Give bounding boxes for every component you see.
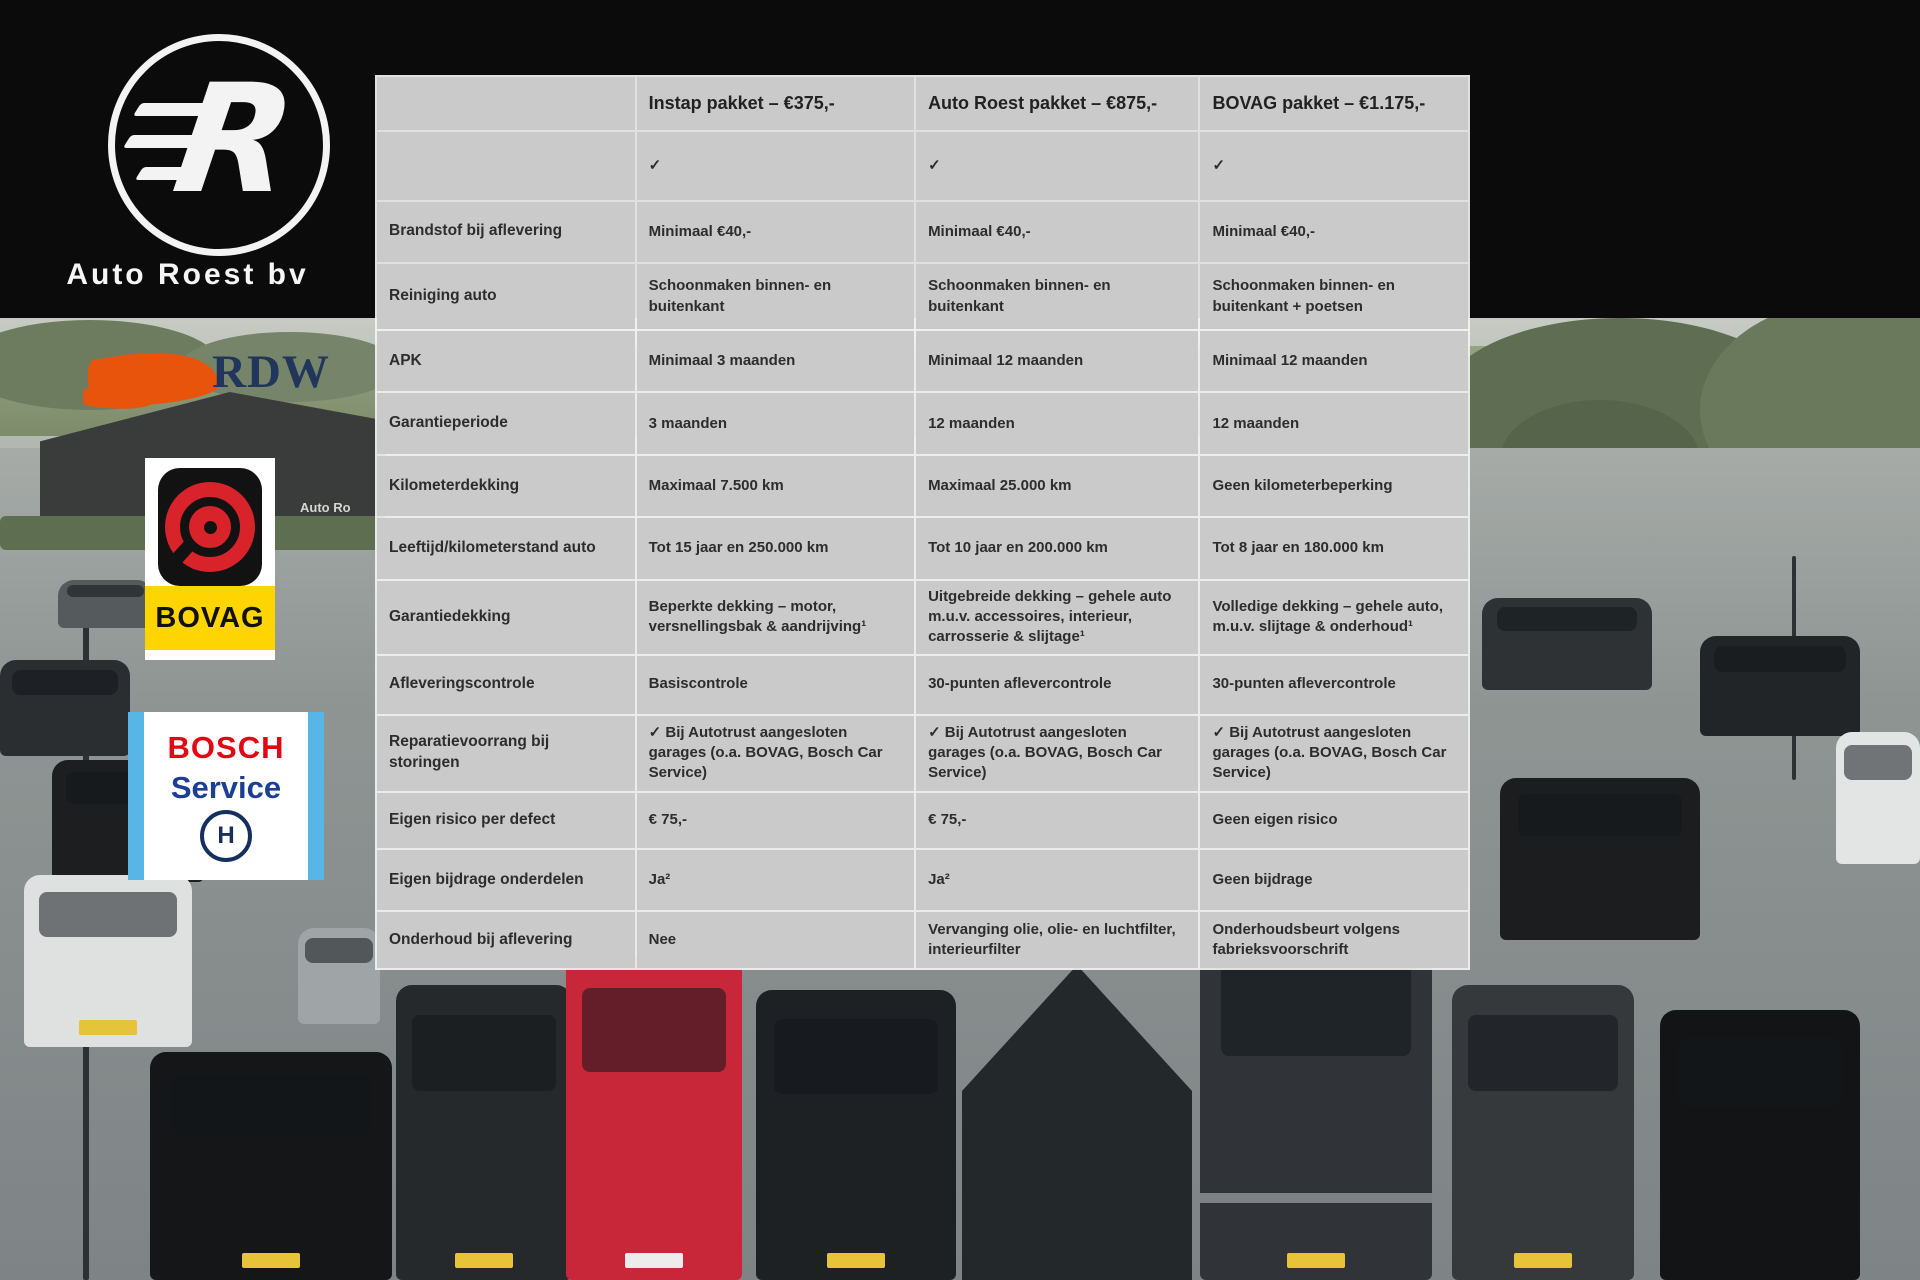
- column-header-bovag-pakket: BOVAG pakket – €1.175,-: [1200, 77, 1468, 130]
- table-cell: Tot 8 jaar en 180.000 km: [1200, 518, 1468, 579]
- column-header-instap-pakket: Instap pakket – €375,-: [637, 77, 914, 130]
- table-cell: 12 maanden: [1200, 393, 1468, 454]
- rdw-logo: [88, 335, 333, 427]
- car: [1500, 778, 1700, 940]
- row-label-afleveringscontrole: Afleveringscontrole: [377, 656, 635, 714]
- table-cell: Minimaal €40,-: [916, 202, 1198, 262]
- table-cell: Schoonmaken binnen- en buitenkant: [637, 264, 914, 330]
- car: [1452, 985, 1634, 1280]
- table-cell: Geen eigen risico: [1200, 793, 1468, 848]
- table-cell: ✓ Bij Autotrust aangesloten garages (o.a. BOVAG, Bosch Car Service): [1200, 716, 1468, 791]
- table-cell: Maximaal 7.500 km: [637, 456, 914, 516]
- table-cell: Nee: [637, 912, 914, 968]
- table-cell: Ja²: [637, 850, 914, 910]
- rdw-text: RDW: [212, 346, 330, 398]
- table-cell: Tot 10 jaar en 200.000 km: [916, 518, 1198, 579]
- car: [1700, 636, 1860, 736]
- table-cell: ✓ Bij Autotrust aangesloten garages (o.a. BOVAG, Bosch Car Service): [916, 716, 1198, 791]
- bosch-armature-icon: H: [200, 810, 252, 862]
- row-label-brandstof: Brandstof bij aflevering: [377, 202, 635, 262]
- row-label-apk: APK: [377, 331, 635, 391]
- table-cell: Onderhoudsbeurt volgens fabrieksvoorschrift: [1200, 912, 1468, 968]
- table-cell: Minimaal 3 maanden: [637, 331, 914, 391]
- table-cell: Ja²: [916, 850, 1198, 910]
- car: [0, 660, 130, 756]
- car: [1660, 1010, 1860, 1280]
- table-cell: Basiscontrole: [637, 656, 914, 714]
- table-cell: ✓: [637, 132, 914, 200]
- table-cell: Minimaal €40,-: [637, 202, 914, 262]
- table-corner-cell: [377, 77, 635, 130]
- car: [396, 985, 572, 1280]
- bovag-circle-icon: [165, 482, 255, 572]
- table-cell: Uitgebreide dekking – gehele auto m.u.v. accessoires, interieur, carrosserie & slijtage¹: [916, 581, 1198, 653]
- auto-roest-logo-icon: [108, 34, 330, 256]
- row-label: [377, 132, 635, 200]
- car: [1836, 732, 1920, 864]
- bovag-text: BOVAG: [145, 586, 275, 650]
- table-cell: ✓ Bij Autotrust aangesloten garages (o.a. BOVAG, Bosch Car Service): [637, 716, 914, 791]
- brand-name: Auto Roest bv: [66, 258, 309, 291]
- car: [566, 955, 742, 1280]
- bosch-service-text: Service: [170, 770, 282, 805]
- table-cell: Minimaal 12 maanden: [916, 331, 1198, 391]
- table-cell: Maximaal 25.000 km: [916, 456, 1198, 516]
- car: [24, 875, 192, 1047]
- table-cell: Tot 15 jaar en 250.000 km: [637, 518, 914, 579]
- row-label-garantiedekking: Garantiedekking: [377, 581, 635, 653]
- row-label-leeftijd: Leeftijd/kilometerstand auto: [377, 518, 635, 579]
- car: [756, 990, 956, 1280]
- car: [150, 1052, 392, 1280]
- car: [1482, 598, 1652, 690]
- building-sign: Auto Ro: [300, 500, 351, 515]
- table-cell: Vervanging olie, olie- en luchtfilter, interieurfilter: [916, 912, 1198, 968]
- car: [298, 928, 380, 1024]
- row-label-eigen-risico: Eigen risico per defect: [377, 793, 635, 848]
- package-comparison-table: [375, 75, 1470, 970]
- bosch-service-logo: [128, 712, 324, 880]
- brand-logo-block: [0, 0, 375, 318]
- rdw-swoosh-icon: [85, 341, 220, 414]
- bovag-logo: [145, 458, 275, 660]
- car: [58, 580, 153, 628]
- row-label-garantieperiode: Garantieperiode: [377, 393, 635, 454]
- table-cell: ✓: [916, 132, 1198, 200]
- table-cell: 30-punten aflevercontrole: [1200, 656, 1468, 714]
- table-cell: Geen bijdrage: [1200, 850, 1468, 910]
- logo-letter: R: [165, 53, 306, 227]
- row-label-onderhoud: Onderhoud bij aflevering: [377, 912, 635, 968]
- table-cell: 3 maanden: [637, 393, 914, 454]
- bovag-mark-icon: [158, 468, 262, 586]
- column-header-auto-roest-pakket: Auto Roest pakket – €875,-: [916, 77, 1198, 130]
- table-cell: Geen kilometerbeperking: [1200, 456, 1468, 516]
- table-cell: Schoonmaken binnen- en buitenkant + poetsen: [1200, 264, 1468, 330]
- table-cell: Minimaal 12 maanden: [1200, 331, 1468, 391]
- table-cell: 12 maanden: [916, 393, 1198, 454]
- table-cell: € 75,-: [916, 793, 1198, 848]
- table-cell: ✓: [1200, 132, 1468, 200]
- row-label-eigen-bijdrage: Eigen bijdrage onderdelen: [377, 850, 635, 910]
- row-label-reiniging: Reiniging auto: [377, 264, 635, 330]
- table-cell: Minimaal €40,-: [1200, 202, 1468, 262]
- table-cell: Beperkte dekking – motor, versnellingsbak & aandrijving¹: [637, 581, 914, 653]
- bosch-text: BOSCH: [167, 730, 285, 765]
- table-cell: Volledige dekking – gehele auto, m.u.v. slijtage & onderhoud¹: [1200, 581, 1468, 653]
- van: [1200, 930, 1432, 1280]
- row-label-kilometerdekking: Kilometerdekking: [377, 456, 635, 516]
- table-cell: 30-punten aflevercontrole: [916, 656, 1198, 714]
- row-label-reparatievoorrang: Reparatievoorrang bij storingen: [377, 716, 635, 791]
- table-cell: Schoonmaken binnen- en buitenkant: [916, 264, 1198, 330]
- table-cell: € 75,-: [637, 793, 914, 848]
